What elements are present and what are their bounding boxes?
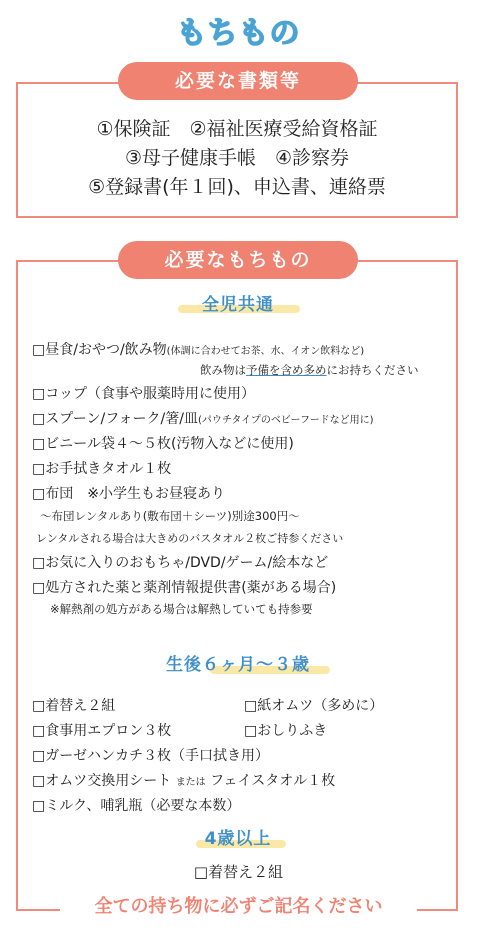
documents-line-2: ③母子健康手帳 ④診察券 — [124, 147, 350, 169]
changing-sheet-item — [32, 770, 335, 790]
bags-item: □ビニール袋４～５枚(汚物入などに使用) — [32, 436, 294, 452]
lunch-item-label: □昼食/おやつ/飲み物 — [32, 342, 167, 358]
spoon-item — [32, 408, 374, 428]
changing-sheet-alt: フェイスタオル１枚 — [210, 773, 336, 789]
infant-clothes-item: □着替え２組 — [32, 698, 116, 714]
rental-note: レンタルされる場合は大きめのバスタオル２枚ご持参ください — [36, 532, 344, 545]
documents-line-3: ⑤登録書(年１回)、申込書、連絡票 — [88, 176, 386, 198]
lunch-item — [32, 339, 364, 359]
footer-line-left — [16, 909, 60, 911]
drink-note-emphasis: 予備を含め多め — [246, 363, 327, 377]
four-plus-title: 4歳以上 — [204, 829, 272, 849]
lunch-item-note: (体調に合わせてお茶、水、イオン飲料など) — [166, 346, 365, 357]
infant-title: 生後６ヶ月～３歳 — [166, 655, 310, 675]
cup-item: □コップ（食事や服薬時用に使用） — [32, 386, 255, 402]
futon-item: □布団 ※小学生もお昼寝あり — [32, 486, 225, 502]
medicine-item: □処方された薬と薬剤情報提供書(薬がある場合) — [32, 580, 337, 596]
spoon-item-label: □スプーン/フォーク/箸/皿 — [32, 411, 198, 427]
all-title: 全児共通 — [202, 295, 274, 315]
changing-sheet-label: □オムツ交換用シート — [32, 773, 172, 789]
medicine-note: ※解熱剤の処方がある場合は解熱していても持参要 — [50, 602, 313, 616]
futon-rental-note: ～布団レンタルあり(敷布団＋シーツ)別途300円～ — [40, 509, 300, 523]
page-title: もちもの — [176, 16, 301, 51]
gauze-item: □ガーゼハンカチ３枚（手口拭き用） — [32, 748, 269, 764]
documents-header: 必要な書類等 — [118, 62, 358, 100]
footer-note: 全ての持ち物に必ずご記名ください — [60, 892, 417, 918]
wipes-item: □おしりふき — [244, 723, 328, 739]
toys-item: □お気に入りのおもちゃ/DVD/ゲーム/絵本など — [32, 555, 329, 571]
footer-line-right — [417, 909, 458, 911]
spoon-item-note: (パウチタイプのベビーフードなど用に) — [197, 415, 374, 426]
drink-note-suffix: にお持ちください — [326, 363, 419, 377]
diapers-item: □紙オムツ（多めに） — [244, 698, 384, 714]
items-header: 必要なもちもの — [118, 241, 358, 279]
drink-note-prefix: 飲み物は — [200, 363, 246, 377]
documents-line-1: ①保険証 ②福祉医療受給資格証 — [96, 118, 378, 140]
milk-item: □ミルク、哺乳瓶（必要な本数） — [32, 798, 241, 814]
changing-sheet-or: または — [175, 777, 206, 788]
four-plus-clothes-item: □着替え２組 — [193, 863, 284, 881]
drink-note — [200, 362, 419, 378]
towel-item: □お手拭きタオル１枚 — [32, 461, 172, 477]
apron-item: □食事用エプロン３枚 — [32, 723, 172, 739]
